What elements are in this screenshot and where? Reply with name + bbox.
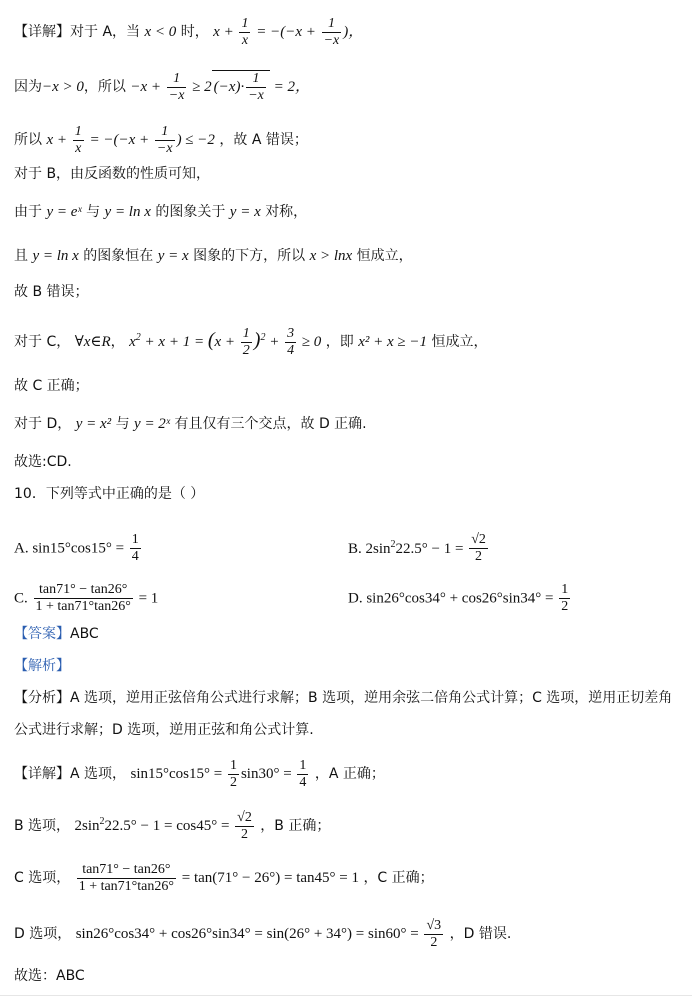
math-expr-2: −x + $\frac{1}{-x}$ ≥ 2 (−x)· $\frac{1}{-x}$ = 2， — [130, 71, 310, 103]
analysis-line-1: 【分析】A 选项，逆用正弦倍角公式进行求解；B 选项，逆用余弦二倍角公式计算；C 选项，逆用正切差角 — [14, 690, 673, 706]
c-line — [14, 326, 487, 359]
page-bottom-divider — [0, 995, 692, 996]
math-inline: y = x² — [75, 416, 112, 432]
detail-b — [14, 810, 330, 843]
math-detail-d: sin26°cos34° + cos26°sin34° = sin(26° + 34°) = sin60° = $\frac{√3}{2}$ — [75, 918, 442, 950]
detail-a — [14, 758, 385, 791]
text: 所以 — [14, 131, 42, 148]
text: ，C 正确； — [363, 869, 434, 886]
text: 图象的下方，所以 — [193, 248, 306, 264]
text: 【详解】对于 A，当 — [14, 23, 141, 40]
math-inline: y = x — [229, 204, 261, 220]
answer-line — [14, 624, 99, 644]
math-inline: y = ln x — [32, 248, 79, 264]
text: 时， — [180, 23, 209, 40]
math-expr-3: x + $\frac{1}{x}$ = −(−x + $\frac{1}{-x}$ ) ≤ −2 — [46, 124, 215, 156]
text-line — [14, 246, 413, 266]
text: 由于 — [14, 204, 42, 220]
text: 【详解】A 选项， — [14, 765, 127, 782]
math-inline: ∀x∈R — [74, 333, 111, 350]
text: 与 — [115, 416, 130, 432]
question-title: 10．下列等式中正确的是（ ） — [14, 486, 205, 502]
math-detail-a: sin15°cos15° = $\frac{1}{2}$ sin30° = $\frac{1}{4}$ — [130, 758, 307, 790]
text-line: 对于 B，由反函数的性质可知， — [14, 166, 211, 182]
text: 与 — [86, 204, 101, 220]
math-inline: y = 2ˣ — [134, 416, 171, 432]
text: 有且仅有三个交点，故 D 正确. — [174, 416, 367, 432]
text: 的图象恒在 — [83, 248, 154, 264]
analysis-tag: 【解析】 — [14, 658, 70, 674]
text: 对于 C， — [14, 333, 71, 350]
text: ，即 — [325, 333, 354, 350]
final-answer: 故选：ABC — [14, 968, 85, 984]
text-line: 故 B 错误； — [14, 284, 89, 300]
text: ，A 正确； — [314, 765, 385, 782]
math-inline: x > lnx — [309, 248, 353, 264]
text: 因为 — [14, 78, 42, 95]
text-line: 故选:CD. — [14, 454, 72, 470]
math-inline: x < 0 — [144, 23, 177, 40]
analysis-line-2: 公式进行求解；D 选项，逆用正弦和角公式计算. — [14, 722, 314, 738]
text-line: 故 C 正确； — [14, 378, 89, 394]
math-inline: y = x — [157, 248, 189, 264]
text: ， — [110, 333, 125, 350]
math-detail-b: $2\sin^222.5^\circ - 1 = \cos 45^\circ$ = $\frac{√2}{2}$ — [74, 810, 252, 842]
text-line — [14, 202, 307, 222]
answer-value: ABC — [70, 626, 99, 642]
math-expr-1: x + $\frac{1}{x}$ = −(−x + $\frac{1}{-x}$ )， — [213, 16, 364, 48]
math-detail-c: $\frac{\tan 71^\circ - \tan 26^\circ}{1 + \tan 71^\circ\tan 26^\circ}$ = tan(71° − 26°) = tan45° = 1 — [78, 862, 359, 894]
text-line — [14, 414, 367, 434]
detail-d — [14, 918, 511, 951]
text: 对于 D， — [14, 416, 72, 432]
answer-tag: 【答案】 — [14, 626, 70, 642]
because-line — [14, 70, 310, 104]
text: 且 — [14, 248, 28, 264]
text: ，B 正确； — [260, 817, 331, 834]
option-c: C. $\frac{\tan 71^\circ - \tan 26^\circ}{1 + \tan 71^\circ\tan 26^\circ}$ = 1 — [14, 582, 159, 614]
text: C 选项， — [14, 869, 71, 886]
text: ，所以 — [83, 78, 126, 95]
math-expr-c: $x^2 + x + 1 = (x$ + $\frac{1}{2}$ )$^2$ + $\frac{3}{4}$ ≥ 0 — [129, 326, 322, 358]
text: B 选项， — [14, 817, 71, 834]
text: 的图象关于 — [155, 204, 226, 220]
option-b: B. $2\sin^222.5^\circ - 1$ = $\frac{√2}{2}$ — [348, 532, 486, 564]
text: 恒成立， — [431, 333, 488, 350]
detail-a-line — [14, 16, 363, 49]
text: D 选项， — [14, 925, 72, 942]
option-a: A. sin15°cos15° = $\frac{1}{4}$ — [14, 532, 139, 564]
option-d: D. sin26°cos34° + cos26°sin34° = $\frac{1}{2}$ — [348, 582, 569, 614]
math-inline: x² + x ≥ −1 — [358, 333, 428, 350]
text: 恒成立， — [356, 248, 413, 264]
math-inline: −x > 0 — [42, 78, 84, 95]
math-inline: y = ln x — [104, 204, 151, 220]
text: 对称， — [265, 204, 308, 220]
text: ，故 A 错误； — [219, 131, 308, 148]
so-line — [14, 124, 308, 157]
detail-c — [14, 862, 434, 895]
text: ，D 错误. — [449, 925, 512, 942]
math-inline: y = eˣ — [46, 204, 82, 220]
